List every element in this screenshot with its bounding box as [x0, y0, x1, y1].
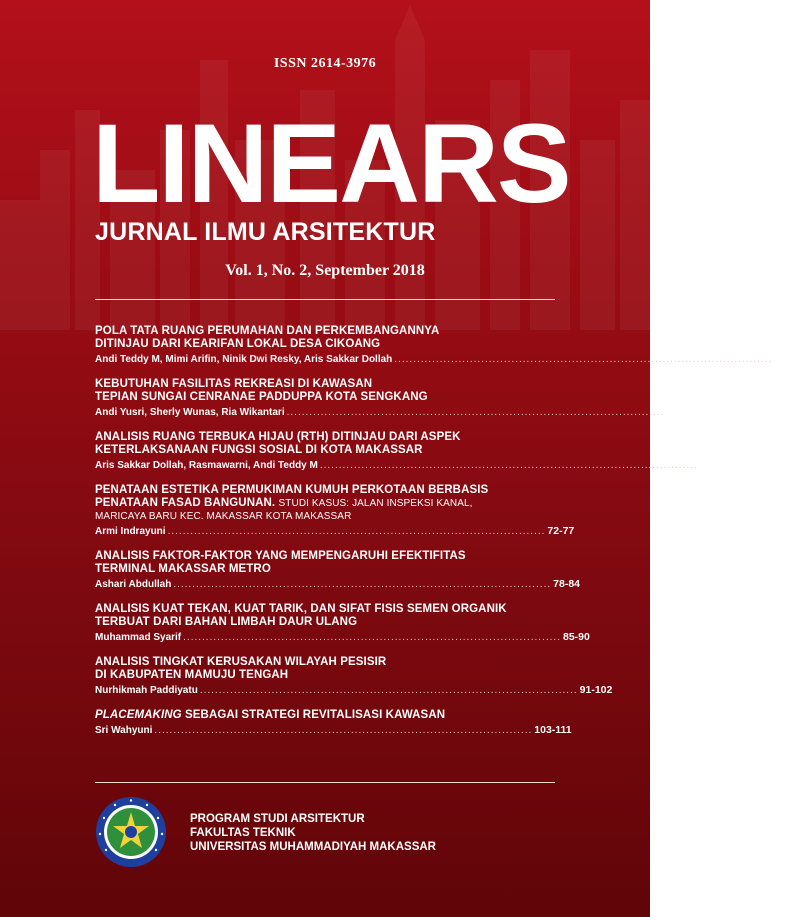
article-pages: 47-55: [774, 353, 801, 365]
article-title: POLA TATA RUANG PERUMAHAN DAN PERKEMBANGANNYA DITINJAU DARI KEARIFAN LOKAL DESA CIKOANG: [95, 325, 440, 350]
university-seal-icon: [95, 796, 167, 868]
article-title: PLACEMAKING SEBAGAI STRATEGI REVITALISASI KAWASAN: [95, 709, 446, 721]
toc-entry: [95, 709, 572, 736]
leader-dots: ....................................................................................................: [173, 579, 552, 590]
leader-dots: ....................................................................................................: [154, 725, 533, 736]
article-authors: Andi Teddy M, Mimi Arifin, Ninik Dwi Resky, Aris Sakkar Dollah: [95, 354, 393, 365]
article-authors: Sri Wahyuni: [95, 725, 153, 736]
article-pages: 56-61: [666, 406, 694, 418]
leader-dots: ....................................................................................................: [183, 632, 561, 643]
institution-line: PROGRAM STUDI ARSITEKTUR: [190, 813, 365, 825]
article-title-emphasis: PLACEMAKING: [95, 709, 182, 721]
leader-dots: ....................................................................................................: [199, 685, 578, 696]
article-authors: Armi Indrayuni: [95, 526, 166, 537]
leader-dots: ....................................................................................................: [167, 526, 546, 537]
article-title: ANALISIS FAKTOR-FAKTOR YANG MEMPENGARUHI EFEKTIFITAS TERMINAL MAKASSAR METRO: [95, 550, 466, 575]
article-pages: 85-90: [562, 631, 590, 643]
institution-line: FAKULTAS TEKNIK: [190, 827, 296, 839]
article-title: PENATAAN ESTETIKA PERMUKIMAN KUMUH PERKOTAAN BERBASIS PENATAAN FASAD BANGUNAN. STUDI KASUS: JALAN INSPEKSI KANAL, MARICAYA BARU KEC. MAKASSAR KOTA MAKASSAR: [95, 484, 557, 523]
article-pages: 72-77: [547, 525, 575, 537]
leader-dots: ....................................................................................................: [319, 460, 698, 471]
toc-entry: [95, 656, 613, 696]
leader-dots: ....................................................................................................: [394, 354, 773, 365]
article-authors: Muhammad Syarif: [95, 632, 182, 643]
article-title: ANALISIS TINGKAT KERUSAKAN WILAYAH PESISIR DI KABUPATEN MAMUJU TENGAH: [95, 656, 387, 681]
article-subtitle: MARICAYA BARU KEC. MAKASSAR KOTA MAKASSAR: [95, 511, 352, 522]
institution-block: [190, 812, 436, 854]
bottom-divider: [95, 782, 555, 783]
article-authors: Andi Yusri, Sherly Wunas, Ria Wikantari: [95, 407, 285, 418]
toc-entry: [95, 603, 590, 643]
article-title: ANALISIS KUAT TEKAN, KUAT TARIK, DAN SIFAT FISIS SEMEN ORGANIK TERBUAT DARI BAHAN LIMBAH DAUR ULANG: [95, 603, 507, 628]
volume-info: Vol. 1, No. 2, September 2018: [225, 262, 425, 279]
toc-entry: [95, 550, 581, 590]
toc-entry: [95, 378, 694, 418]
institution-line: UNIVERSITAS MUHAMMADIYAH MAKASSAR: [190, 841, 436, 853]
journal-subtitle: JURNAL ILMU ARSITEKTUR: [95, 218, 436, 246]
article-title: ANALISIS RUANG TERBUKA HIJAU (RTH) DITINJAU DARI ASPEK KETERLAKSANAAN FUNGSI SOSIAL DI KOTA MAKASSAR: [95, 431, 461, 456]
article-authors: Ashari Abdullah: [95, 579, 172, 590]
article-subtitle: STUDI KASUS: JALAN INSPEKSI KANAL,: [278, 498, 473, 509]
article-pages: 91-102: [579, 684, 613, 696]
table-of-contents: [95, 325, 801, 749]
leader-dots: ....................................................................................................: [286, 407, 665, 418]
article-pages: 62-71: [699, 459, 727, 471]
article-pages: 103-111: [534, 724, 572, 736]
toc-entry: [95, 484, 575, 537]
journal-title: LINEARS: [92, 101, 570, 226]
article-authors: Nurhikmah Paddiyatu: [95, 685, 198, 696]
top-divider: [95, 299, 555, 300]
article-authors: Aris Sakkar Dollah, Rasmawarni, Andi Teddy M: [95, 460, 318, 471]
article-pages: 78-84: [553, 578, 581, 590]
toc-entry: [95, 431, 727, 471]
article-title: KEBUTUHAN FASILITAS REKREASI DI KAWASAN TEPIAN SUNGAI CENRANAE PADDUPPA KOTA SENGKANG: [95, 378, 428, 403]
toc-entry: [95, 325, 801, 365]
issn: ISSN 2614-3976: [273, 56, 377, 71]
